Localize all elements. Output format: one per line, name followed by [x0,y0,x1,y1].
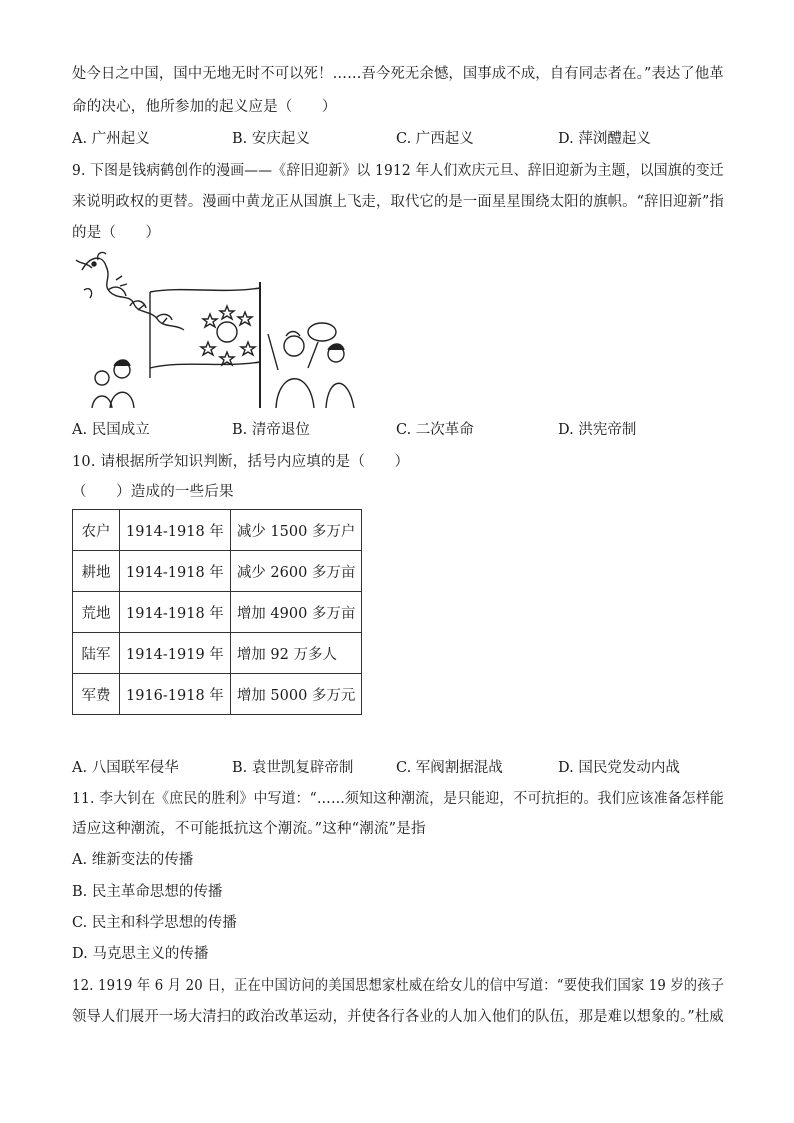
table-row [73,551,362,592]
q8-option-c[interactable]: C. 广西起义 [396,131,474,147]
q11-option-d[interactable]: D. 马克思主义的传播 [72,946,209,962]
table-cell: 1914-1918 年 [120,592,231,633]
q9-stem-line-1: 9. 下图是钱病鹤创作的漫画——《辞旧迎新》以 1912 年人们欢庆元旦、辞旧迎新为主题，以国旗的变迁 [72,163,724,179]
table-cell: 农户 [73,510,120,551]
table-cell: 1914-1919 年 [120,633,231,674]
q9-stem-line-2: 来说明政权的更替。漫画中黄龙正从国旗上飞走，取代它的是一面星星围绕太阳的旗帜。“辞旧迎新”指 [72,194,725,210]
dragon-drawing [76,252,184,330]
table-cell: 陆军 [73,633,120,674]
table-cell: 减少 2600 多万亩 [230,551,362,592]
table-cell: 耕地 [73,551,120,592]
table-cell: 1916-1918 年 [120,674,231,715]
table-cell: 军费 [73,674,120,715]
q9-option-b[interactable]: B. 清帝退位 [232,422,310,438]
flag-drawing [150,282,260,408]
q10-table-caption: （ ）造成的一些后果 [72,484,234,500]
q8-option-a[interactable]: A. 广州起义 [72,131,150,147]
q12-stem-line-2: 领导人们展开一场大清扫的政治改革运动，并使各行各业的人加入他们的队伍，那是难以想象的。”杜威 [72,1009,724,1025]
q10-option-c[interactable]: C. 军阀割据混战 [396,760,503,776]
q9-option-a[interactable]: A. 民国成立 [72,422,150,438]
q9-option-c[interactable]: C. 二次革命 [396,422,474,438]
q9-stem-line-3: 的是（ ） [72,225,161,241]
q11-stem-line-1: 11. 李大钊在《庶民的胜利》中写道：“……须知这种潮流，是只能迎，不可抗拒的。我们应该准备怎样能 [72,791,724,807]
table-cell: 增加 5000 多万元 [230,674,362,715]
q8-stem-line-2: 命的决心，他所参加的起义应是（ ） [72,99,337,115]
table-cell: 1914-1918 年 [120,551,231,592]
table-cell: 减少 1500 多万户 [230,510,362,551]
q8-option-b[interactable]: B. 安庆起义 [232,131,310,147]
q10-stem: 10. 请根据所学知识判断，括号内应填的是（ ） [72,454,410,470]
table-row [73,633,362,674]
table-cell: 增加 4900 多万亩 [230,592,362,633]
q8-option-d[interactable]: D. 萍浏醴起义 [558,131,651,147]
table-row [73,510,362,551]
q11-option-c[interactable]: C. 民主和科学思想的传播 [72,915,237,931]
q12-stem-line-1: 12. 1919 年 6 月 20 日，正在中国访问的美国思想家杜威在给女儿的信中写道：“要使我们国家 19 岁的孩子 [72,978,725,994]
crowd-drawing [92,323,354,408]
table-cell: 1914-1918 年 [120,510,231,551]
table-row [73,592,362,633]
q8-stem-line-1: 处今日之中国，国中无地无时不可以死！……吾今死无余憾，国事成不成，自有同志者在。”表达了他革 [72,66,724,82]
table-cell: 荒地 [73,592,120,633]
q11-option-a[interactable]: A. 维新变法的传播 [72,852,194,868]
q9-option-d[interactable]: D. 洪宪帝制 [558,422,637,438]
q10-option-d[interactable]: D. 国民党发动内战 [558,760,680,776]
consequences-table [72,509,362,715]
q10-option-a[interactable]: A. 八国联军侵华 [72,760,179,776]
q10-option-b[interactable]: B. 袁世凯复辟帝制 [232,760,354,776]
table-cell: 增加 92 万多人 [230,633,362,674]
q11-stem-line-2: 适应这种潮流，不可能抵抗这个潮流。”这种“潮流”是指 [72,821,426,837]
cartoon-illustration [72,250,362,408]
table-row [73,674,362,715]
q11-option-b[interactable]: B. 民主革命思想的传播 [72,884,223,900]
